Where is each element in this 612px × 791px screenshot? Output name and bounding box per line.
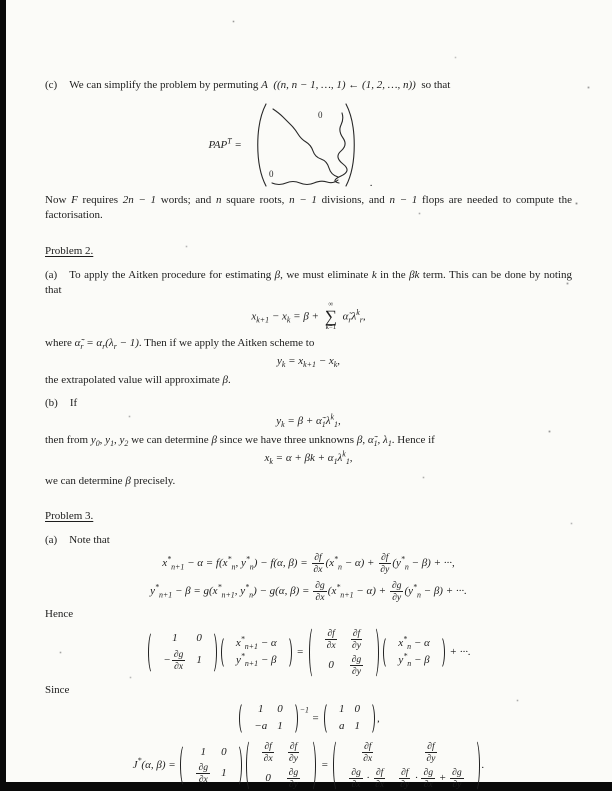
arrow-matrix-sketch: [250, 101, 362, 189]
paragraph-now: Now F requires 2n − 1 words; and n square roots, n − 1 divisions, and n − 1 flops are needed to compute the factorisation.: [45, 194, 572, 222]
part-c-label: (c): [45, 79, 58, 91]
equation-y-expansion: $y^*_{n+1} - \beta = g(x^*_{n+1}$, $y^*_n) - g(\alpha$, β) = $\frac{\partial g}{\partial x}$ $(x^*_{n+1} - \alpha)$ + $\frac{\partial g}{\partial y}$ $(y^*_n - \beta)$ + ···.: [150, 579, 467, 603]
equation-inverse: 1 0 −a 1 $^{-1}$ = 1 0 a 1 ,: [45, 702, 572, 736]
equation-yk-def: $y_k = x_{k+1} - x_k$,: [276, 355, 341, 370]
paragraph-then-from: then from $y_0$, $y_1$, $y_2$ we can determine β since we have three unknowns β, $\alphã_1$, $\lambda_1$. Hence if: [45, 433, 435, 449]
part-c-text: We can simplify the problem by permuting A ((n, n − 1, …, 1) ← (1, 2, …, n)) so that: [69, 79, 451, 91]
paragraph-3a: [45, 533, 572, 548]
matrix-zero-bottom: 0: [268, 169, 274, 180]
bottom-row-squiggle: [272, 180, 338, 185]
problem2-heading: Problem 2.: [45, 244, 94, 257]
part-2b-label: (b): [45, 396, 58, 409]
part-3a-label: (a): [45, 534, 58, 547]
figure-equation-lhs: $PAP^T$ =: [208, 136, 242, 152]
paragraph-hence: Hence: [45, 607, 74, 620]
paren-right-stroke: [346, 104, 354, 186]
paragraph-since: Since: [45, 683, 70, 696]
paragraph-2b: [45, 396, 572, 411]
part-2a-label: (a): [45, 268, 58, 281]
part-3a-text: Note that: [69, 534, 110, 547]
part-2b-text: If: [69, 396, 78, 409]
paren-left-stroke: [258, 104, 266, 186]
scan-speckles: [0, 0, 1, 1]
part-2a-text: To apply the Aitken procedure for estimating β, we must eliminate k in the βk term. This can be done by noting that: [45, 268, 572, 296]
paragraph-precisely: we can determine β precisely.: [45, 474, 176, 487]
figure-pap: [27, 101, 554, 189]
figure-period: .: [369, 177, 373, 190]
paragraph-extrapolated: the extrapolated value will approximate β.: [45, 373, 231, 386]
paragraph-2a: [45, 268, 572, 298]
equation-yk-model: $y_k = \beta$ + $\alphã_1\lambda^k_1$,: [276, 412, 341, 430]
diagonal-squiggle: [273, 109, 338, 177]
equation-matrix-hence: 1 0 − $\frac{\partial g}{\partial x}$ 1 $x^*_{n+1} - \alpha$ $y^*_{n+1} - \beta$ = $\frac{\partial f}{\partial x}$ $\frac{\partial f}{\partial y}$ 0 $\frac{\partial g}{\partial y}$ $x^*_n - \alpha$ $y^*_n - \beta$ + ···.: [45, 626, 572, 679]
matrix-zero-top: 0: [317, 110, 323, 121]
equation-aitken-sum: $x_{k+1} - x_k = \beta$ + ∞ ∑ k=1 $\alphã_r\lambda^k_r$,: [251, 301, 366, 332]
paragraph-where: where $\alphã_r = \alpha_r(\lambda_r - 1)$. Then if we apply the Aitken scheme to: [45, 336, 315, 352]
paragraph-part-c: [45, 78, 572, 93]
problem3-heading: Problem 3.: [45, 509, 94, 522]
equation-xk-model: $x_k = \alpha + \beta k + \alpha_1\lambda^k_1$,: [264, 449, 353, 467]
equation-x-expansion: $x^*_{n+1} - \alpha = f(x^*_n$, $y^*_n) - f(\alpha$, β) = $\frac{\partial f}{\partial x}$ $(x^*_n - \alpha)$ + $\frac{\partial f}{\partial y}$ $(y^*_n - \beta)$ + ···,: [162, 552, 455, 576]
equation-jacobian: J*(α, β) = 1 0 $\frac{\partial g}{\partial x}$ 1 $\frac{\partial f}{\partial x}$ $\frac{\partial f}{\partial y}$ 0 $\frac{\partial g}{\partial y}$ = $\frac{\partial f}{\partial x}$ $\frac{\partial f}{\partial y}$ $\frac{\partial g}{\partial x}$ · $\frac{\partial f}{\partial x}$ $\frac{\partial f}{\partial y}$ · $\frac{\partial g}{\partial x}$ + $\frac{\partial g}{\partial y}$ .: [132, 740, 485, 791]
scan-edge-left: [0, 0, 6, 791]
page-content: [45, 78, 572, 791]
right-column-squiggle: [335, 113, 347, 183]
